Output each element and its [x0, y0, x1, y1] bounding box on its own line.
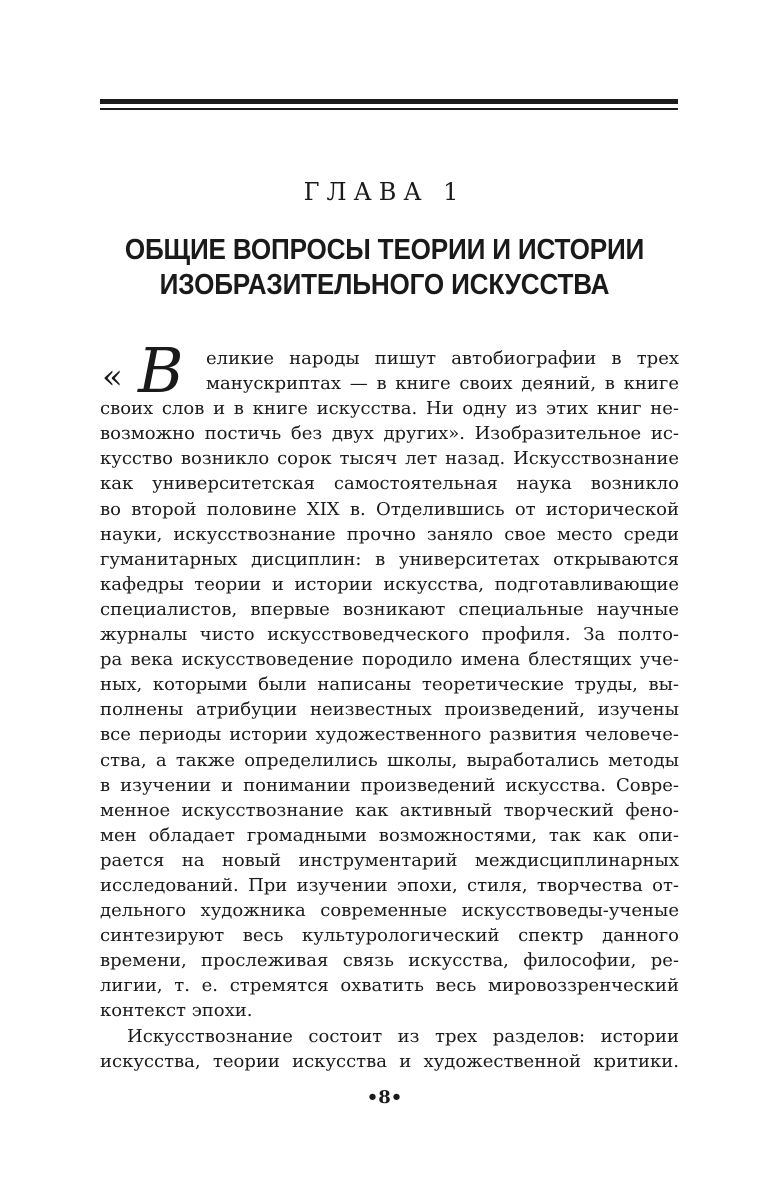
- paragraph-1-line: своих слов и в книге искусства. Ни одну из этих книг не-: [100, 398, 679, 420]
- paragraph-1-line: еликие народы пишут автобиографии в трех: [206, 348, 679, 369]
- paragraph-1-line: мен обладает громадными возможностями, так как опи-: [100, 824, 679, 846]
- paragraph-1-line: синтезируют весь культурологический спектр данного: [100, 925, 679, 947]
- paragraph-1-line: гуманитарных дисциплин: в университетах открываются: [100, 548, 679, 570]
- chapter-title-line-1: ОБЩИЕ ВОПРОСЫ ТЕОРИИ И ИСТОРИИ: [124, 234, 645, 266]
- header-rule-thin: [100, 108, 678, 110]
- header-rule-thick: [100, 99, 678, 104]
- paragraph-2-line: искусства, теории искусства и художественной критики.: [100, 1050, 679, 1072]
- paragraph-1-line: ра века искусствоведение породило имена блестящих уче-: [100, 649, 679, 671]
- paragraph-1-line: как университетская самостоятельная наука возникло: [100, 473, 679, 495]
- opening-quote-mark: «: [102, 357, 123, 397]
- paragraph-1-line: менное искусствознание как активный творческий фено-: [100, 799, 679, 821]
- paragraph-1-line: во второй половине XIX в. Отделившись от исторической: [100, 498, 679, 520]
- paragraph-1-line: времени, прослеживая связь искусства, философии, ре-: [100, 950, 679, 972]
- paragraph-1-line: в изучении и понимании произведений искусства. Совре-: [100, 774, 679, 796]
- chapter-title: [92, 233, 676, 303]
- body-text: [100, 346, 679, 1074]
- paragraph-1-line: ных, которыми были написаны теоретические труды, вы-: [100, 674, 679, 696]
- paragraph-1-line: рается на новый инструментарий междисциплинарных: [100, 849, 679, 871]
- paragraph-1-line: лигии, т. е. стремятся охватить весь мировоззренческий: [100, 975, 679, 997]
- paragraph-1-line: кусство возникло сорок тысяч лет назад. Искусствознание: [100, 448, 679, 470]
- paragraph-1-line: специалистов, впервые возникают специальные научные: [100, 598, 679, 620]
- paragraph-1-line: возможно постичь без двух других». Изобразительное ис-: [100, 423, 679, 445]
- drop-cap-letter: В: [138, 334, 184, 407]
- chapter-title-line-2: ИЗОБРАЗИТЕЛЬНОГО ИСКУССТВА: [159, 269, 610, 301]
- paragraph-1-line: полнены атрибуции неизвестных произведений, изучены: [100, 699, 679, 721]
- paragraph-1-line: исследований. При изучении эпохи, стиля, творчества от-: [100, 874, 679, 896]
- paragraph-1-line: науки, искусствознание прочно заняло свое место среди: [100, 523, 679, 545]
- paragraph-1-line: манускриптах — в книге своих деяний, в книге: [206, 373, 679, 395]
- paragraph-1-line: ства, а также определились школы, выработались методы: [100, 749, 679, 771]
- paragraph-1-line: дельного художника современные искусствоведы-ученые: [100, 900, 679, 922]
- page-number: •8•: [366, 1087, 403, 1108]
- paragraph-1-line: контекст эпохи.: [100, 1000, 253, 1022]
- paragraph-2-line: Искусствознание состоит из трех разделов: истории: [127, 1025, 679, 1047]
- paragraph-1-line: все периоды истории художественного развития человече-: [100, 724, 679, 746]
- paragraph-1-line: кафедры теории и истории искусства, подготавливающие: [100, 573, 679, 595]
- paragraph-1-line: журналы чисто искусствоведческого профиля. За полто-: [100, 624, 679, 646]
- chapter-label: ГЛАВА 1: [303, 178, 466, 206]
